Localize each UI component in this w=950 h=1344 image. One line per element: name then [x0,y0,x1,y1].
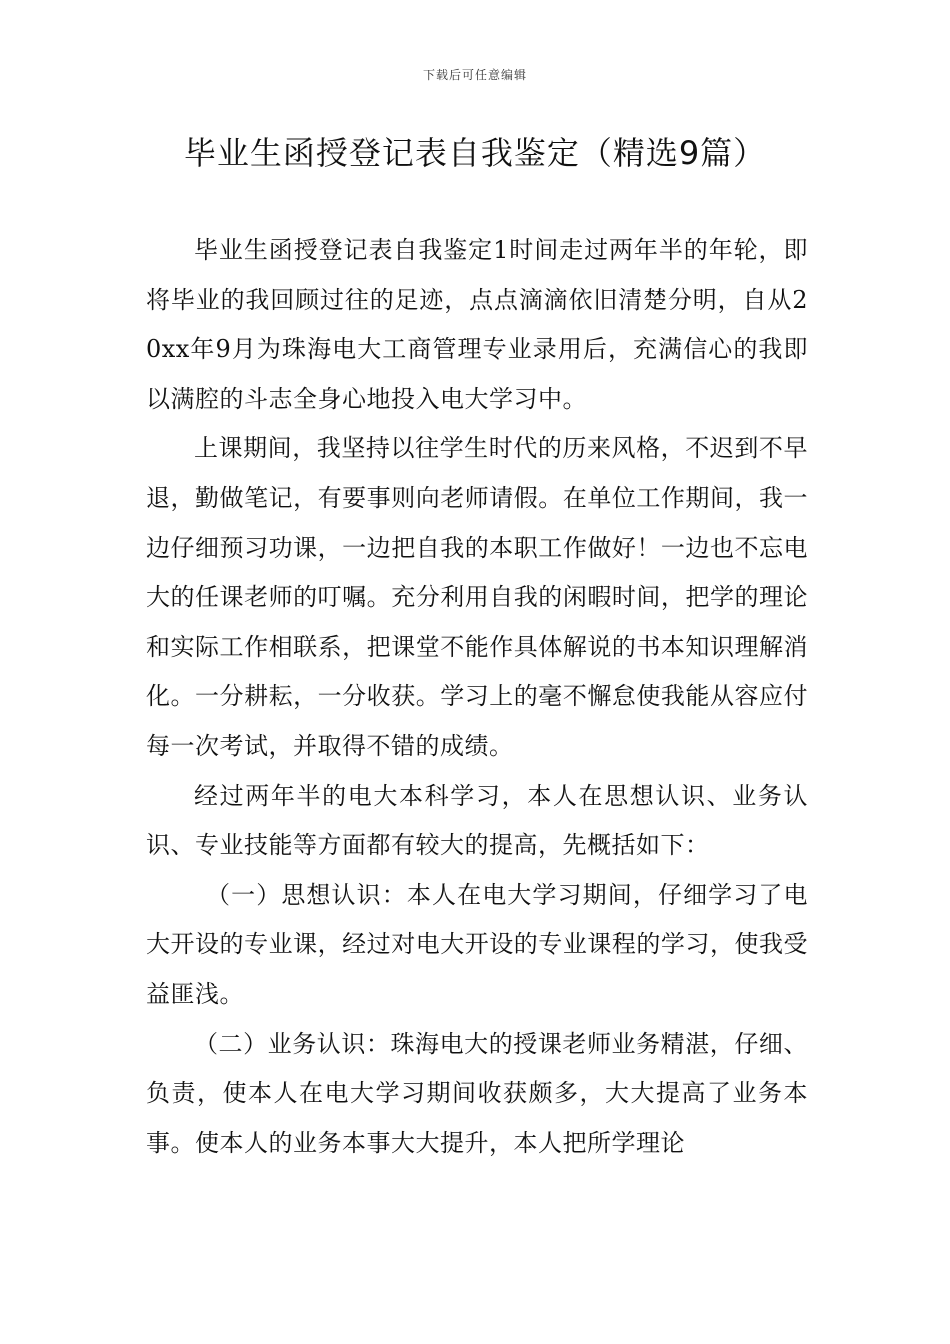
document-body [146,226,808,1168]
header-note: 下载后可任意编辑 [422,68,527,82]
paragraph: 毕业生函授登记表自我鉴定1时间走过两年半的年轮，即将毕业的我回顾过往的足迹，点点滴滴依旧清楚分明，自从20xx年9月为珠海电大工商管理专业录用后，充满信心的我即以满腔的斗志全身心地投入电大学习中。 [146,236,808,413]
paragraph: （一）思想认识：本人在电大学习期间，仔细学习了电大开设的专业课，经过对电大开设的专业课程的学习，使我受益匪浅。 [146,880,808,1008]
document-title: 毕业生函授登记表自我鉴定（精选9篇） [183,134,767,172]
paragraph: （二）业务认识：珠海电大的授课老师业务精湛，仔细、负责，使本人在电大学习期间收获颇多，大大提高了业务本事。使本人的业务本事大大提升，本人把所学理论 [146,1029,808,1157]
paragraph: 经过两年半的电大本科学习，本人在思想认识、业务认识、专业技能等方面都有较大的提高，先概括如下： [146,781,808,860]
paragraph: 上课期间，我坚持以往学生时代的历来风格，不迟到不早退，勤做笔记，有要事则向老师请假。在单位工作期间，我一边仔细预习功课，一边把自我的本职工作做好！一边也不忘电大的任课老师的叮嘱。充分利用自我的闲暇时间，把学的理论和实际工作相联系，把课堂不能作具体解说的书本知识理解消化。一分耕耘，一分收获。学习上的毫不懈怠使我能从容应付每一次考试，并取得不错的成绩。 [146,434,808,760]
